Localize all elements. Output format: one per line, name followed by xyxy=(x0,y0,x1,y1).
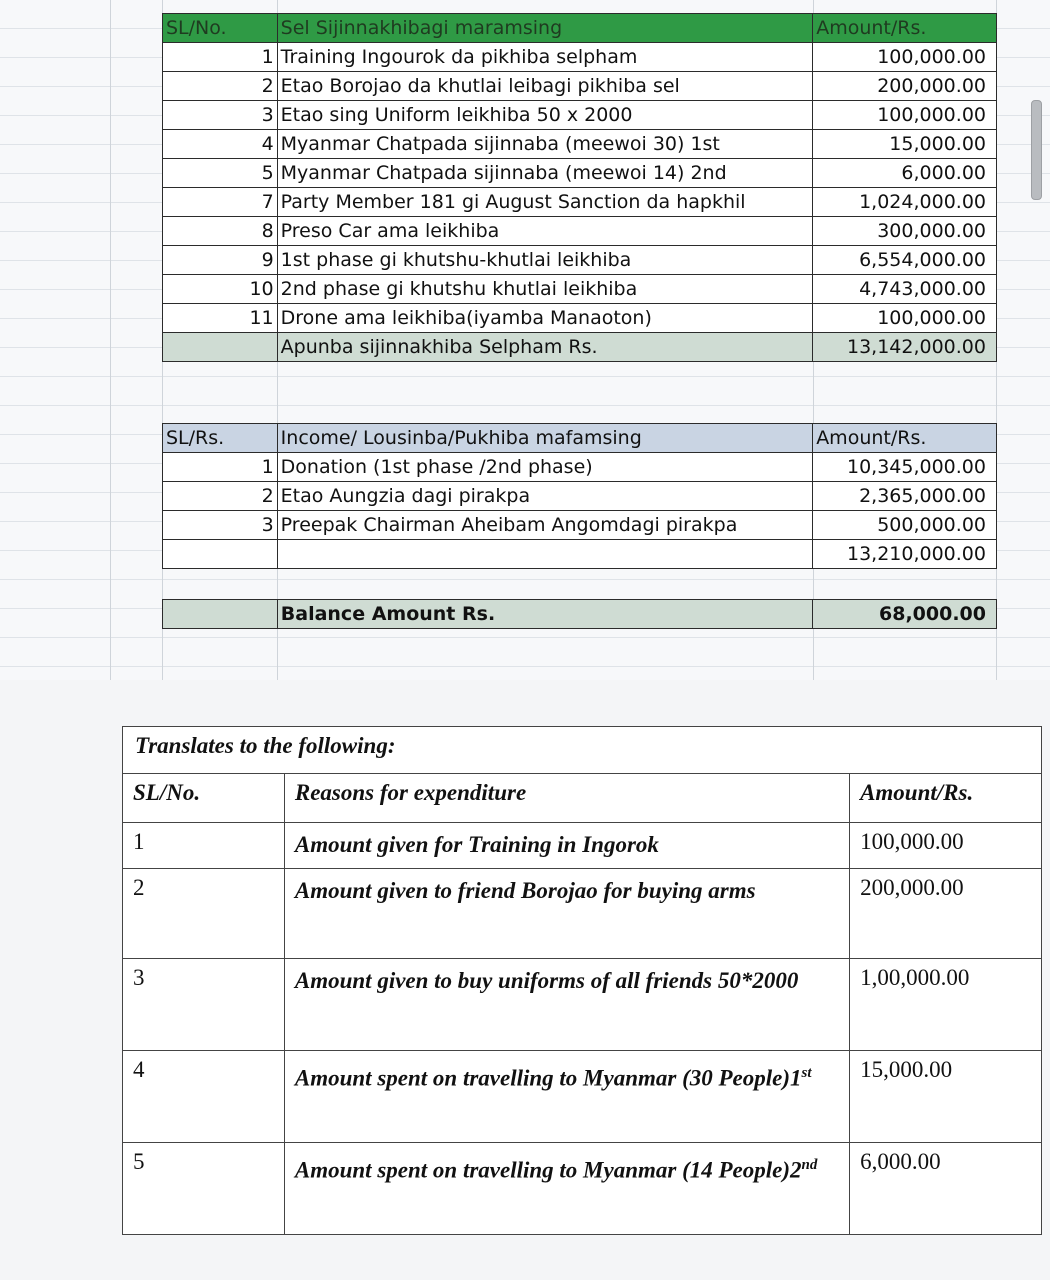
cell-amount[interactable]: 4,743,000.00 xyxy=(813,275,997,304)
cell-description[interactable]: Myanmar Chatpada sijinnaba (meewoi 14) 2nd xyxy=(277,159,813,188)
expenditure-table xyxy=(162,13,997,362)
table-row xyxy=(123,1051,1042,1143)
income-header-row xyxy=(163,424,997,453)
cell-amount[interactable]: 200,000.00 xyxy=(813,72,997,101)
table-row xyxy=(163,101,997,130)
cell-description[interactable]: Preso Car ama leikhiba xyxy=(277,217,813,246)
table-row xyxy=(163,159,997,188)
header-sl[interactable]: SL/No. xyxy=(163,14,278,43)
table-row xyxy=(163,275,997,304)
cell-amount[interactable]: 100,000.00 xyxy=(813,101,997,130)
income-total-row xyxy=(163,540,997,569)
cell-sl[interactable]: 4 xyxy=(163,130,278,159)
table-row xyxy=(163,511,997,540)
cell-sl[interactable]: 3 xyxy=(163,101,278,130)
cell-sl: 2 xyxy=(123,869,285,959)
expenditure-header-row xyxy=(163,14,997,43)
cell-description[interactable]: Etao sing Uniform leikhiba 50 x 2000 xyxy=(277,101,813,130)
translation-caption: Translates to the following: xyxy=(123,727,1042,774)
table-row xyxy=(163,304,997,333)
description-text: Amount spent on travelling to Myanmar (30 People)1 xyxy=(294,1065,802,1091)
cell-sl[interactable]: 5 xyxy=(163,159,278,188)
balance-row xyxy=(163,600,997,629)
cell-description: Amount given to friend Borojao for buying arms xyxy=(284,869,849,959)
translation-header-row xyxy=(123,774,1042,823)
cell-amount: 1,00,000.00 xyxy=(850,959,1042,1051)
cell-description[interactable]: Donation (1st phase /2nd phase) xyxy=(277,453,813,482)
cell-sl: 4 xyxy=(123,1051,285,1143)
cell-sl[interactable]: 2 xyxy=(163,482,278,511)
expenditure-total-label[interactable]: Apunba sijinnakhiba Selpham Rs. xyxy=(277,333,813,362)
balance-label[interactable]: Balance Amount Rs. xyxy=(277,600,812,629)
cell-amount: 100,000.00 xyxy=(850,823,1042,869)
cell-amount[interactable]: 500,000.00 xyxy=(813,511,997,540)
cell-empty[interactable] xyxy=(163,600,278,629)
grid-line xyxy=(110,0,111,680)
cell-sl[interactable]: 3 xyxy=(163,511,278,540)
cell-sl[interactable]: 10 xyxy=(163,275,278,304)
table-row xyxy=(163,72,997,101)
cell-sl[interactable]: 8 xyxy=(163,217,278,246)
cell-amount: 200,000.00 xyxy=(850,869,1042,959)
header-description[interactable]: Sel Sijinnakhibagi maramsing xyxy=(277,14,813,43)
table-row xyxy=(123,823,1042,869)
cell-description[interactable]: Party Member 181 gi August Sanction da hapkhil xyxy=(277,188,813,217)
header-description: Reasons for expenditure xyxy=(284,774,849,823)
cell-amount[interactable]: 2,365,000.00 xyxy=(813,482,997,511)
cell-amount[interactable]: 10,345,000.00 xyxy=(813,453,997,482)
cell-sl[interactable]: 1 xyxy=(163,43,278,72)
table-row xyxy=(163,43,997,72)
cell-description[interactable]: Etao Aungzia dagi pirakpa xyxy=(277,482,813,511)
table-row xyxy=(163,482,997,511)
header-sl: SL/No. xyxy=(123,774,285,823)
cell-empty[interactable] xyxy=(277,540,813,569)
cell-sl: 5 xyxy=(123,1143,285,1235)
cell-description[interactable]: Myanmar Chatpada sijinnaba (meewoi 30) 1st xyxy=(277,130,813,159)
cell-description[interactable]: Etao Borojao da khutlai leibagi pikhiba sel xyxy=(277,72,813,101)
table-row xyxy=(123,1143,1042,1235)
header-amount: Amount/Rs. xyxy=(850,774,1042,823)
table-row xyxy=(163,217,997,246)
table-row xyxy=(163,246,997,275)
cell-description[interactable]: 1st phase gi khutshu-khutlai leikhiba xyxy=(277,246,813,275)
header-sl[interactable]: SL/Rs. xyxy=(163,424,278,453)
ordinal-suffix: st xyxy=(801,1065,812,1081)
cell-amount: 15,000.00 xyxy=(850,1051,1042,1143)
cell-empty[interactable] xyxy=(163,333,278,362)
cell-amount[interactable]: 6,554,000.00 xyxy=(813,246,997,275)
income-table xyxy=(162,423,997,569)
ordinal-suffix: nd xyxy=(801,1157,818,1173)
expenditure-total-row xyxy=(163,333,997,362)
cell-description[interactable]: 2nd phase gi khutshu khutlai leikhiba xyxy=(277,275,813,304)
translation-caption-row xyxy=(123,727,1042,774)
cell-description xyxy=(284,1143,849,1235)
cell-amount[interactable]: 300,000.00 xyxy=(813,217,997,246)
header-amount[interactable]: Amount/Rs. xyxy=(813,14,997,43)
table-row xyxy=(123,959,1042,1051)
table-row xyxy=(163,188,997,217)
header-description[interactable]: Income/ Lousinba/Pukhiba mafamsing xyxy=(277,424,813,453)
balance-table xyxy=(162,599,997,629)
cell-sl[interactable]: 9 xyxy=(163,246,278,275)
cell-amount[interactable]: 100,000.00 xyxy=(813,43,997,72)
cell-description: Amount given to buy uniforms of all friends 50*2000 xyxy=(284,959,849,1051)
scrollbar-thumb[interactable] xyxy=(1031,100,1042,200)
cell-description[interactable]: Preepak Chairman Aheibam Angomdagi pirakpa xyxy=(277,511,813,540)
cell-amount[interactable]: 6,000.00 xyxy=(813,159,997,188)
cell-amount[interactable]: 100,000.00 xyxy=(813,304,997,333)
cell-sl[interactable]: 1 xyxy=(163,453,278,482)
header-amount[interactable]: Amount/Rs. xyxy=(813,424,997,453)
cell-sl[interactable]: 7 xyxy=(163,188,278,217)
expenditure-total-amount[interactable]: 13,142,000.00 xyxy=(813,333,997,362)
cell-sl: 3 xyxy=(123,959,285,1051)
cell-sl[interactable]: 11 xyxy=(163,304,278,333)
description-text: Amount spent on travelling to Myanmar (14 People)2 xyxy=(294,1157,802,1183)
cell-sl[interactable]: 2 xyxy=(163,72,278,101)
cell-amount: 6,000.00 xyxy=(850,1143,1042,1235)
cell-sl: 1 xyxy=(123,823,285,869)
cell-amount[interactable]: 15,000.00 xyxy=(813,130,997,159)
cell-description[interactable]: Training Ingourok da pikhiba selpham xyxy=(277,43,813,72)
cell-description: Amount given for Training in Ingorok xyxy=(284,823,849,869)
table-row xyxy=(163,453,997,482)
cell-empty[interactable] xyxy=(163,540,278,569)
income-total-amount[interactable]: 13,210,000.00 xyxy=(813,540,997,569)
table-row xyxy=(163,130,997,159)
cell-description[interactable]: Drone ama leikhiba(iyamba Manaoton) xyxy=(277,304,813,333)
translation-table xyxy=(122,726,1042,1235)
cell-amount[interactable]: 1,024,000.00 xyxy=(813,188,997,217)
balance-amount[interactable]: 68,000.00 xyxy=(813,600,997,629)
table-row xyxy=(123,869,1042,959)
cell-description xyxy=(284,1051,849,1143)
